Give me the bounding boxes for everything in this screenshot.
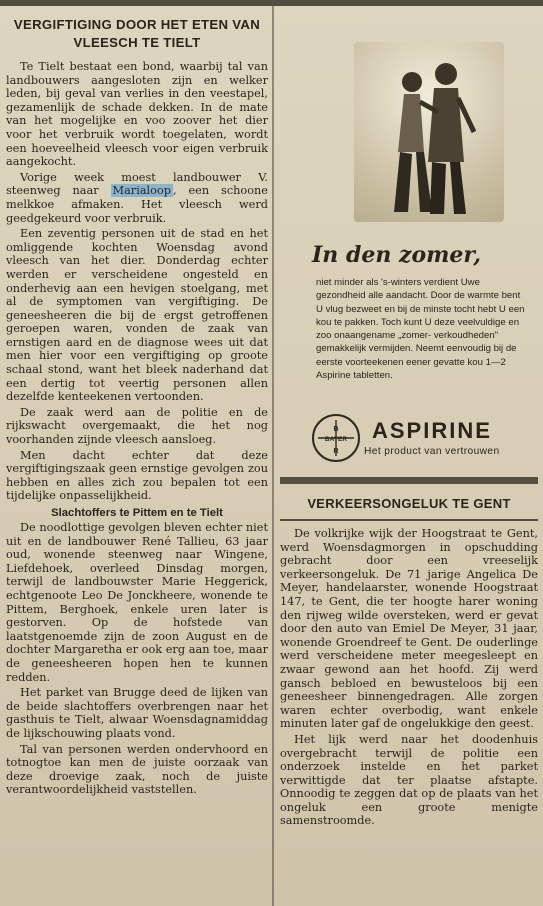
- paragraph: Het lijk werd naar het doodenhuis overgebracht terwijl de politie een onderzoek instelde en het parket verwittigde dat ter plaatse afstapte. Onnoodig te zeggen dat op de plaats van het ongeluk een groote menigte samenstroomde.: [280, 732, 538, 828]
- ad-headline: In den zomer,: [312, 242, 482, 268]
- brand-tagline: Het product van vertrouwen: [364, 446, 500, 457]
- paragraph: Tal van personen werden ondervhoord en totnogtoe kan men de juiste oorzaak van deze droevige zaak, noch de juiste verantwoordelijkheid vaststellen.: [6, 742, 268, 797]
- aspirine-advertisement: [284, 14, 534, 469]
- left-column: [6, 16, 268, 799]
- paragraph: Een zeventig personen uit de stad en het omliggende kochten Woensdag avond vleesch van het dier. Donderdag echter werden er verscheidene ongesteld en onderhevig aan een hevigen stoelgang, met al de symptomen van vergiftiging. De geneesheeren die bij de ergst getroffenen geroepen waren, vonden de zaak van ernstigen aard en de diagnose wees uit dat men hier voor een vergiftiging op groote schaal stond, want het bleek naderhand dat een dertig tot veertig personen allen dezelfde kenteekenen vertoonden.: [6, 227, 268, 404]
- paragraph: Vorige week moest landbouwer V. steenweg naar Marialoop , een schoone melkkoe afmaken. Het vleesch werd geedgekeurd voor verbruik.: [6, 170, 268, 225]
- svg-text:R: R: [333, 448, 339, 455]
- headline-underline: [280, 519, 538, 521]
- column-divider: [272, 0, 274, 906]
- ad-body-text: niet minder als 's-winters verdient Uwe gezondheid alle aandacht. Door de warmte bent U vlug bezweet en bij de minste tocht hebt U een kou te pakken. Toch kunt U deze veelvuldige en zoo onaangename „zomer- verkoudheden" gemakkelijk vermijden. Neemt eenvoudig bij de eerste voorteekenen eener gevatte kou 1—2 Aspirine tabletten.: [316, 277, 525, 382]
- article-headline-poisoning: VERGIFTIGING DOOR HET ETEN VAN VLEESCH TE TIELT: [13, 17, 261, 50]
- paragraph: De noodlottige gevolgen bleven echter niet uit en de landbouwer René Tallieu, 63 jaar oud, wonende steenweg naar Wingene, Liefdehoek, overleed Dinsdag morgen, terwijl de landbouwster Marie Heggerick, echtgenoote Leo De Jonckheere, wonende te Pittem, Berghoek, enkele uren later is gestorven. Op de hofstede van laatstgenoemde zijn de zoon August en de dochter Margaretha er ook erg aan toe, maar de geneesheeren hopen hen te kunnen redden.: [6, 521, 268, 684]
- subheading: Slachtoffers te Pittem en te Tielt: [51, 507, 223, 519]
- illustration-figures: [354, 42, 504, 222]
- paragraph: De zaak werd aan de politie en de rijkswacht overgemaakt, die het nog voorhanden zijnde vleesch aansloeg.: [6, 405, 268, 447]
- right-column: [280, 14, 538, 830]
- section-rule: [280, 477, 538, 484]
- bayer-logo-icon: [314, 416, 358, 460]
- svg-text:BAYER: BAYER: [324, 436, 348, 443]
- svg-text:B: B: [333, 426, 339, 433]
- article-headline-traffic: VERKEERSONGELUK TE GENT: [307, 496, 511, 511]
- paragraph: Te Tielt bestaat een bond, waarbij tal van landbouwers aangesloten zijn en welker leden, bij geval van verlies in den veestapel, gezamenlijk de schade dekken. In de mate van het mogelijke en voo zoover het dier voor het verbruik wordt toegelaten, wordt een hoeveelheid vleesch voor eigen verbruik aangekocht.: [6, 60, 268, 169]
- brand-name: ASPIRINE: [372, 418, 492, 443]
- paragraph: Het parket van Brugge deed de lijken van de beide slachtoffers overbrengen naar het gasthuis te Tielt, alwaar Woensdagnamiddag de lijkschouwing plaats vond.: [6, 686, 268, 740]
- paragraph: De volkrijke wijk der Hoogstraat te Gent, werd Woensdagmorgen in opschudding gebracht door een vreeselijk verkeersongeluk. De 71 jarige Angelica De Meyer, handelaarster, wonende Hoogstraat 147, te Gent, die ter hoogte harer woning den rijweg wilde oversteken, werd er gevat door den auto van Emiel De Meyer, 31 jaar, wonende Groendreef te Gent. De ouderlinge werd verscheidene meter meegesleept en zwaar gewond aan het hoofd. Zij werd gansch bebloed en bewusteloos bij een geneesheer binnengedragen. Alle zorgen waren echter overbodig, want enkele minuten later gaf de ongelukkige den geest.: [280, 527, 538, 731]
- paragraph: Men dacht echter dat deze vergiftigingszaak geen ernstige gevolgen zou hebben en alles zich zou bepalen tot een tijdelijke onpasselijkheid.: [6, 448, 268, 503]
- highlighted-term: Marialoop: [112, 184, 171, 198]
- bayer-cross-logo: [312, 414, 360, 462]
- couple-illustration: [354, 42, 504, 222]
